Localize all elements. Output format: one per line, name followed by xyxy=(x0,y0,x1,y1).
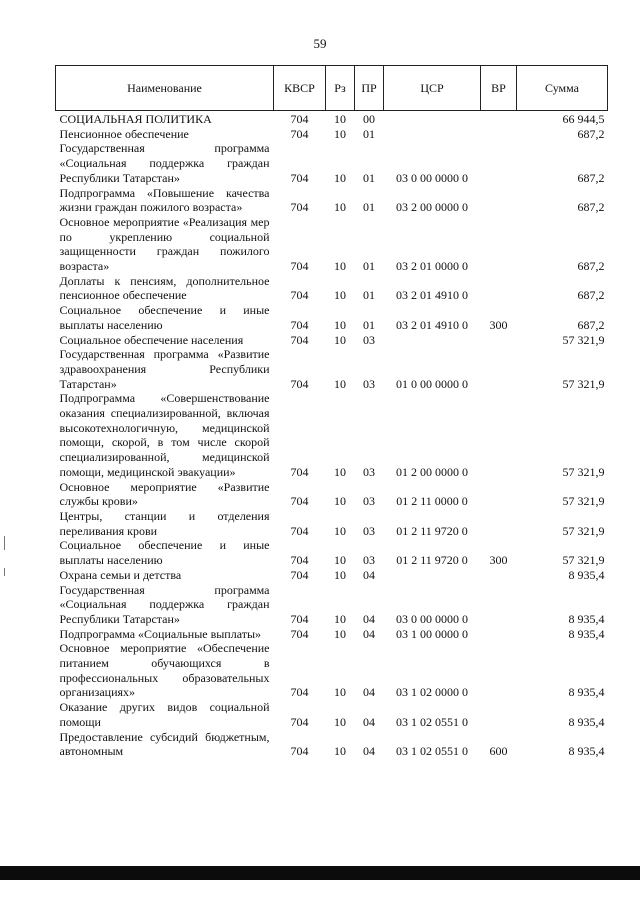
cell-name: Государственная программа «Социальная поддержка граждан Республики Татарстан» xyxy=(59,582,270,626)
cell-rz: 10 xyxy=(334,523,346,538)
table-row xyxy=(56,730,608,759)
cell-kvsr: 704 xyxy=(290,200,309,215)
cell-sum: 8 935,4 xyxy=(568,685,605,700)
cell-pr: 04 xyxy=(363,626,375,641)
cell-pr: 03 xyxy=(363,464,375,479)
cell-kvsr: 704 xyxy=(290,626,309,641)
cell-rz: 10 xyxy=(334,611,346,626)
cell-rz: 10 xyxy=(334,567,346,582)
cell-pr: 03 xyxy=(363,332,375,347)
cell-kvsr: 704 xyxy=(290,170,309,185)
cell-vr xyxy=(481,141,517,185)
table-row xyxy=(56,583,608,627)
cell-vr xyxy=(481,186,517,215)
cell-vr xyxy=(481,627,517,642)
cell-pr: 04 xyxy=(363,685,375,700)
cell-csr: 01 2 00 0000 0 xyxy=(396,464,468,479)
scan-speck xyxy=(4,568,5,576)
cell-rz: 10 xyxy=(334,685,346,700)
table-row xyxy=(56,303,608,332)
cell-sum: 687,2 xyxy=(577,170,605,185)
cell-vr xyxy=(481,127,517,142)
cell-pr: 01 xyxy=(363,317,375,332)
cell-sum: 57 321,9 xyxy=(562,332,605,347)
cell-pr: 04 xyxy=(363,744,375,759)
cell-csr: 03 2 01 4910 0 xyxy=(396,288,468,303)
header-pr: ПР xyxy=(355,66,384,111)
cell-vr xyxy=(481,583,517,627)
cell-kvsr: 704 xyxy=(290,553,309,568)
cell-pr: 04 xyxy=(363,714,375,729)
cell-rz: 10 xyxy=(334,744,346,759)
table-row xyxy=(56,538,608,567)
cell-sum: 8 935,4 xyxy=(568,626,605,641)
cell-csr xyxy=(384,333,481,348)
table-row xyxy=(56,391,608,479)
cell-kvsr: 704 xyxy=(290,317,309,332)
cell-name: Социальное обеспечение населения xyxy=(59,332,244,347)
header-sum: Сумма xyxy=(517,66,608,111)
cell-vr xyxy=(481,480,517,509)
cell-name: Оказание других видов социальной помощи xyxy=(59,700,270,729)
cell-pr: 01 xyxy=(363,288,375,303)
cell-vr: 300 xyxy=(489,553,508,568)
cell-name: Государственная программа «Социальная поддержка граждан Республики Татарстан» xyxy=(59,141,270,185)
cell-csr: 03 1 02 0000 0 xyxy=(396,685,468,700)
cell-rz: 10 xyxy=(334,112,346,126)
cell-sum: 57 321,9 xyxy=(562,376,605,391)
cell-sum: 687,2 xyxy=(577,126,605,141)
cell-pr: 01 xyxy=(363,170,375,185)
table-header-row xyxy=(56,66,608,111)
cell-csr: 03 2 00 0000 0 xyxy=(396,200,468,215)
table-row xyxy=(56,627,608,642)
cell-vr: 600 xyxy=(489,744,508,759)
scan-speck xyxy=(4,536,5,550)
cell-csr: 03 1 02 0551 0 xyxy=(396,714,468,729)
cell-name: Подпрограмма «Социальные выплаты» xyxy=(59,626,262,641)
cell-vr xyxy=(481,274,517,303)
header-rz: Рз xyxy=(326,66,355,111)
cell-kvsr: 704 xyxy=(290,567,309,582)
cell-name: Подпрограмма «Повышение качества жизни граждан пожилого возраста» xyxy=(59,185,270,215)
cell-rz: 10 xyxy=(334,170,346,185)
cell-csr: 03 2 01 0000 0 xyxy=(396,259,468,274)
cell-rz: 10 xyxy=(334,200,346,215)
cell-name: Социальное обеспечение и иные выплаты населению xyxy=(59,538,270,568)
cell-csr xyxy=(384,568,481,583)
budget-table xyxy=(55,65,608,759)
page-number: 59 xyxy=(313,36,327,51)
cell-kvsr: 704 xyxy=(290,112,309,126)
table-row xyxy=(56,111,608,127)
cell-sum: 687,2 xyxy=(577,317,605,332)
cell-name: Основное мероприятие «Реализация мер по укреплению социальной защищенности граждан пожилого возраста» xyxy=(59,214,270,274)
cell-kvsr: 704 xyxy=(290,523,309,538)
scan-edge-bar xyxy=(0,866,640,880)
cell-sum: 687,2 xyxy=(577,259,605,274)
cell-vr xyxy=(481,111,517,127)
table-row xyxy=(56,700,608,729)
cell-pr: 04 xyxy=(363,611,375,626)
cell-kvsr: 704 xyxy=(290,714,309,729)
cell-sum: 8 935,4 xyxy=(568,744,605,759)
cell-name: Предоставление субсидий бюджетным, автономным xyxy=(59,729,270,759)
cell-rz: 10 xyxy=(334,553,346,568)
cell-pr: 01 xyxy=(363,200,375,215)
cell-rz: 10 xyxy=(334,626,346,641)
cell-sum: 57 321,9 xyxy=(562,494,605,509)
cell-csr: 03 1 02 0551 0 xyxy=(396,744,468,759)
cell-kvsr: 704 xyxy=(290,332,309,347)
cell-pr: 04 xyxy=(363,567,375,582)
table-row xyxy=(56,215,608,274)
header-vr: ВР xyxy=(481,66,517,111)
header-name: Наименование xyxy=(56,66,274,111)
cell-csr: 03 0 00 0000 0 xyxy=(396,611,468,626)
cell-kvsr: 704 xyxy=(290,494,309,509)
cell-pr: 03 xyxy=(363,494,375,509)
cell-pr: 01 xyxy=(363,126,375,141)
cell-kvsr: 704 xyxy=(290,259,309,274)
cell-name: Подпрограмма «Совершенствование оказания специализированной, включая высокотехнологичную, медицинской помощи, скорой, в том числе скорой специализированной, медицинской помощи, медицинской эвакуации» xyxy=(59,391,270,479)
cell-name: Государственная программа «Развитие здравоохранения Республики Татарстан» xyxy=(59,347,270,391)
table-row xyxy=(56,509,608,538)
cell-vr xyxy=(481,347,517,391)
cell-kvsr: 704 xyxy=(290,126,309,141)
cell-name: СОЦИАЛЬНАЯ ПОЛИТИКА xyxy=(59,112,212,126)
cell-csr: 01 0 00 0000 0 xyxy=(396,376,468,391)
cell-vr: 300 xyxy=(489,317,508,332)
header-csr: ЦСР xyxy=(384,66,481,111)
table-row xyxy=(56,141,608,185)
cell-rz: 10 xyxy=(334,126,346,141)
cell-sum: 57 321,9 xyxy=(562,553,605,568)
cell-rz: 10 xyxy=(334,494,346,509)
cell-vr xyxy=(481,333,517,348)
cell-csr: 01 2 11 9720 0 xyxy=(396,523,468,538)
cell-kvsr: 704 xyxy=(290,611,309,626)
cell-pr: 03 xyxy=(363,553,375,568)
cell-rz: 10 xyxy=(334,464,346,479)
cell-csr xyxy=(384,127,481,142)
cell-kvsr: 704 xyxy=(290,464,309,479)
cell-vr xyxy=(481,700,517,729)
cell-vr xyxy=(481,568,517,583)
cell-csr: 03 2 01 4910 0 xyxy=(396,317,468,332)
cell-name: Социальное обеспечение и иные выплаты населению xyxy=(59,303,270,332)
cell-pr: 00 xyxy=(363,112,375,126)
cell-rz: 10 xyxy=(334,714,346,729)
cell-rz: 10 xyxy=(334,317,346,332)
cell-sum: 57 321,9 xyxy=(562,464,605,479)
cell-csr xyxy=(384,111,481,127)
cell-vr xyxy=(481,215,517,274)
cell-sum: 8 935,4 xyxy=(568,714,605,729)
cell-vr xyxy=(481,391,517,479)
cell-sum: 57 321,9 xyxy=(562,523,605,538)
cell-name: Центры, станции и отделения переливания крови xyxy=(59,508,270,538)
cell-kvsr: 704 xyxy=(290,288,309,303)
cell-sum: 8 935,4 xyxy=(568,611,605,626)
cell-pr: 03 xyxy=(363,523,375,538)
cell-kvsr: 704 xyxy=(290,744,309,759)
cell-name: Пенсионное обеспечение xyxy=(59,126,189,141)
cell-kvsr: 704 xyxy=(290,376,309,391)
table-row xyxy=(56,127,608,142)
table-row xyxy=(56,347,608,391)
cell-csr: 03 1 00 0000 0 xyxy=(396,626,468,641)
cell-sum: 687,2 xyxy=(577,288,605,303)
cell-rz: 10 xyxy=(334,376,346,391)
cell-csr: 01 2 11 0000 0 xyxy=(396,494,468,509)
cell-sum: 687,2 xyxy=(577,200,605,215)
table-row xyxy=(56,641,608,700)
table-row xyxy=(56,480,608,509)
cell-rz: 10 xyxy=(334,259,346,274)
cell-name: Основное мероприятие «Развитие службы крови» xyxy=(59,479,270,509)
cell-csr: 01 2 11 9720 0 xyxy=(396,553,468,568)
cell-pr: 01 xyxy=(363,259,375,274)
header-kvsr: КВСР xyxy=(274,66,326,111)
cell-name: Охрана семьи и детства xyxy=(59,567,182,582)
table-body xyxy=(56,111,608,759)
table-row xyxy=(56,568,608,583)
cell-vr xyxy=(481,509,517,538)
cell-name: Основное мероприятие «Обеспечение питанием обучающихся в профессиональных образовательных организациях» xyxy=(59,641,270,700)
table-row xyxy=(56,274,608,303)
cell-pr: 03 xyxy=(363,376,375,391)
table-row xyxy=(56,333,608,348)
cell-rz: 10 xyxy=(334,332,346,347)
cell-vr xyxy=(481,641,517,700)
cell-sum: 8 935,4 xyxy=(568,567,605,582)
cell-name: Доплаты к пенсиям, дополнительное пенсионное обеспечение xyxy=(59,273,270,303)
cell-kvsr: 704 xyxy=(290,685,309,700)
table-row xyxy=(56,186,608,215)
cell-sum: 66 944,5 xyxy=(562,112,605,126)
cell-csr: 03 0 00 0000 0 xyxy=(396,170,468,185)
cell-rz: 10 xyxy=(334,288,346,303)
